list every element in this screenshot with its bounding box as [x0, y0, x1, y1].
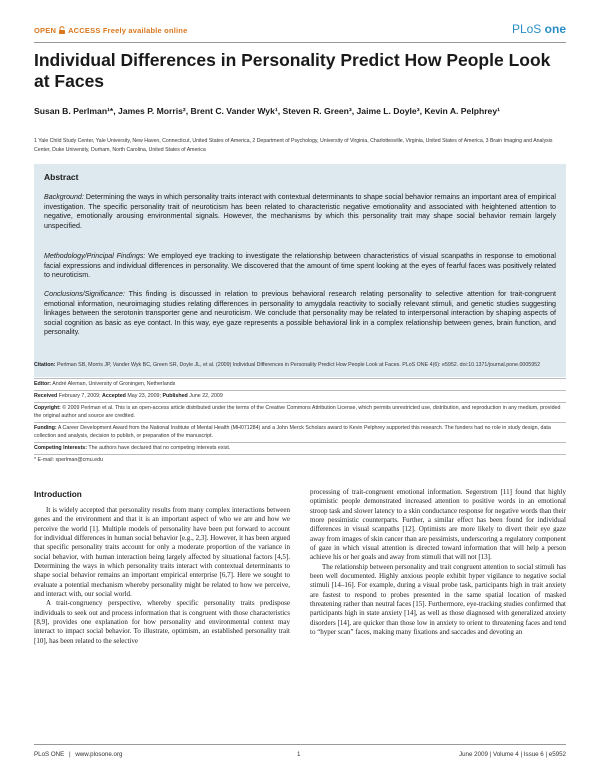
meta-divider — [34, 378, 566, 379]
page-number: 1 — [297, 751, 301, 758]
editor-text: André Aleman, University of Groningen, Netherlands — [52, 381, 176, 387]
article-title: Individual Differences in Personality Predict How People Look at Faces — [34, 50, 551, 91]
open-lock-icon — [58, 26, 66, 33]
freely-available-text: Freely available online — [102, 26, 188, 35]
editor-label: Editor: — [34, 381, 52, 387]
copyright-label: Copyright: — [34, 405, 61, 411]
competing-interests — [34, 445, 566, 453]
paragraph: processing of trait-congruent emotional information. Segerstrom [11] found that highly optimistic people demonstrated increased attention to positive words in an emotional stroop task and slower latency to a skin conductance response for negative words than their more pessimistic counterparts. Further, a similar effect has been found for individual differences in visual scanpaths [12]. Optimists are more likely to divert their eye gaze away from images of skin cancer than are pessimists, underscoring a regulatory component of gaze in which visual attention is directed toward information that will help a person achieve his or her goals and away from stimuli that will not [13]. — [310, 488, 566, 562]
footer-journal-name: PLoS ONE — [34, 751, 65, 758]
plos-one-logo — [512, 22, 566, 36]
introduction-heading: Introduction — [34, 490, 82, 499]
access-text: ACCESS — [68, 26, 101, 35]
abstract-background — [44, 193, 556, 231]
footer-journal: PLoS ONE | www.plosone.org — [34, 751, 123, 758]
citation-label: Citation: — [34, 362, 56, 368]
received-label: Received — [34, 393, 58, 399]
open-text: OPEN — [34, 26, 57, 35]
copyright — [34, 405, 566, 420]
background-label: Background: — [44, 193, 84, 201]
header-divider — [34, 42, 566, 43]
footer-divider — [34, 744, 566, 745]
footer-issue: June 2009 | Volume 4 | Issue 6 | e5952 — [459, 751, 566, 758]
logo-prefix: PLoS — [511, 22, 542, 36]
paragraph: A trait-congruency perspective, whereby specific personality traits predispose individuals to seek out and process information that is congruent with those characteristics [8,9], provides one explanation for how personality and environmental context may interact to impact social behavior. To illustrate, optimism, an established personality trait [10], has been related to the selective — [34, 599, 290, 645]
editor — [34, 381, 566, 389]
open-access-label — [34, 26, 187, 35]
competing-label: Competing Interests: — [34, 445, 87, 451]
meta-divider — [34, 422, 566, 423]
abstract-heading: Abstract — [44, 172, 79, 182]
body-column-left — [34, 506, 290, 646]
footer-url[interactable]: www.plosone.org — [75, 751, 123, 758]
abstract-box — [34, 164, 566, 377]
dates — [34, 393, 566, 401]
paragraph: The relationship between personality and trait congruent attention to social stimuli has been well documented. Highly anxious people exhibit hyper vigilance to negative social stimuli [14–16]. For example, during a visual probe task, participants high in trait anxiety are fastest to respond to probes presented in the same spatial location of masked threatening rather than neutral faces [15]. Furthermore, eye-tracking studies confirmed that participants high in state anxiety [14], as well as those diagnosed with generalized anxiety disorders [14], are quicker than those low in anxiety to orient to threatening faces and tend to “hyper scan” faces, making many fixations and saccades and devoting an — [310, 562, 566, 637]
copyright-text: © 2009 Perlman et al. This is an open-access article distributed under the terms of the Creative Commons Attribution License, which permits unrestricted use, distribution, and reproduction in any medium, provided the original author and source are credited. — [34, 405, 561, 419]
accepted-date: May 23, 2009; — [127, 393, 161, 399]
methods-text: We employed eye tracking to investigate the relationship between characteristics of visual scanpaths in response to emotional facial expressions and individual differences in personality. We discovered that the amount of time spent looking at the eyes of fearful faces was positively related to neuroticism. — [44, 252, 556, 279]
accepted-label: Accepted — [102, 393, 126, 399]
meta-divider — [34, 390, 566, 391]
methods-label: Methodology/Principal Findings: — [44, 252, 146, 260]
citation-text: Perlman SB, Morris JP, Vander Wyk BC, Green SR, Doyle JL, et al. (2009) Individual Differences in Personality Predict How People Look at Faces. PLoS ONE 4(6): e5952. doi:10.1371/journal.pone.0005952 — [56, 362, 541, 368]
abstract-methods — [44, 252, 556, 281]
email-label: * E-mail: — [34, 457, 55, 463]
meta-divider — [34, 454, 566, 455]
citation — [34, 362, 566, 370]
funding-label: Funding: — [34, 425, 57, 431]
journal-header — [34, 22, 566, 40]
abstract-conclusions — [44, 290, 556, 338]
logo-suffix: one — [544, 22, 566, 36]
conclusions-text: This finding is discussed in relation to previous behavioral research relating personality to selective attention for trait-congruent emotional information, neuroimaging studies relating differences in personality to amygdala reactivity to socially relevant stimuli, and genetic studies suggesting linkages between the serotonin transporter gene and neuroticism. We conclude that personality may be related to interpersonal interaction by shaping aspects of social cognition as basic as eye contact. In this way, eye gaze represents a possible behavioral link in a complex relationship between genes, brain function, and personality. — [44, 290, 557, 336]
email-address[interactable]: sperlman@cmu.edu — [55, 457, 103, 463]
paragraph: It is widely accepted that personality results from many complex interactions between genes and the environment and that it is an important aspect of who we are and how we perceive the world [1]. Multiple models of personality have been put forward to account for individual differences in human social behavior [e.g., 2,3]. However, it has been argued that specific personality traits account for only a moderate proportion of the variance in social behavior, with human interaction being largely affected by situational factors [4,5]. Determining the ways in which personality traits interact with contextual determinants to shape social behavior remains an important empirical enterprise [6,7]. Here we sought to evaluate a potential mechanism whereby personality might be related to how we perceive, and interact with, our social world. — [34, 506, 290, 599]
background-text: Determining the ways in which personality traits interact with contextual determinants to shape social behavior remains an important area of empirical investigation. The specific personality trait of neuroticism has been related to characteristic negative emotionality and associated with heightened attention to negative, emotionally arousing environmental signals. However, the mechanisms by which this personality trait may shape social behavior remain largely unspecified. — [44, 193, 556, 230]
published-date: June 22, 2009 — [189, 393, 223, 399]
author-list: Susan B. Perlman¹*, James P. Morris², Brent C. Vander Wyk¹, Steven R. Green³, Jaime L. Doyle³, Kevin A. Pelphrey¹ — [34, 106, 500, 116]
received-date: February 7, 2009; — [58, 393, 101, 399]
published-label: Published — [162, 393, 188, 399]
competing-text: The authors have declared that no competing interests exist. — [88, 445, 231, 451]
body-column-right — [310, 488, 566, 638]
meta-divider — [34, 442, 566, 443]
funding-text: A Career Development Award from the National Institute of Mental Health (MH071284) and a John Merck Scholars award to Kevin Pelphrey supported this research. The funders had no role in study design, data collection and analysis, decision to publish, or preparation of the manuscript. — [34, 425, 551, 439]
conclusions-label: Conclusions/Significance: — [44, 290, 125, 298]
affiliations: 1 Yale Child Study Center, Yale University, New Haven, Connecticut, United States of America, 2 Department of Psychology, University of Virginia, Charlottesville, Virginia, United States of America, 3 Brain Imaging and Analysis Center, Duke University, Durham, North Carolina, United States of America — [34, 138, 553, 153]
email — [34, 457, 566, 465]
meta-divider — [34, 402, 566, 403]
funding — [34, 425, 566, 440]
